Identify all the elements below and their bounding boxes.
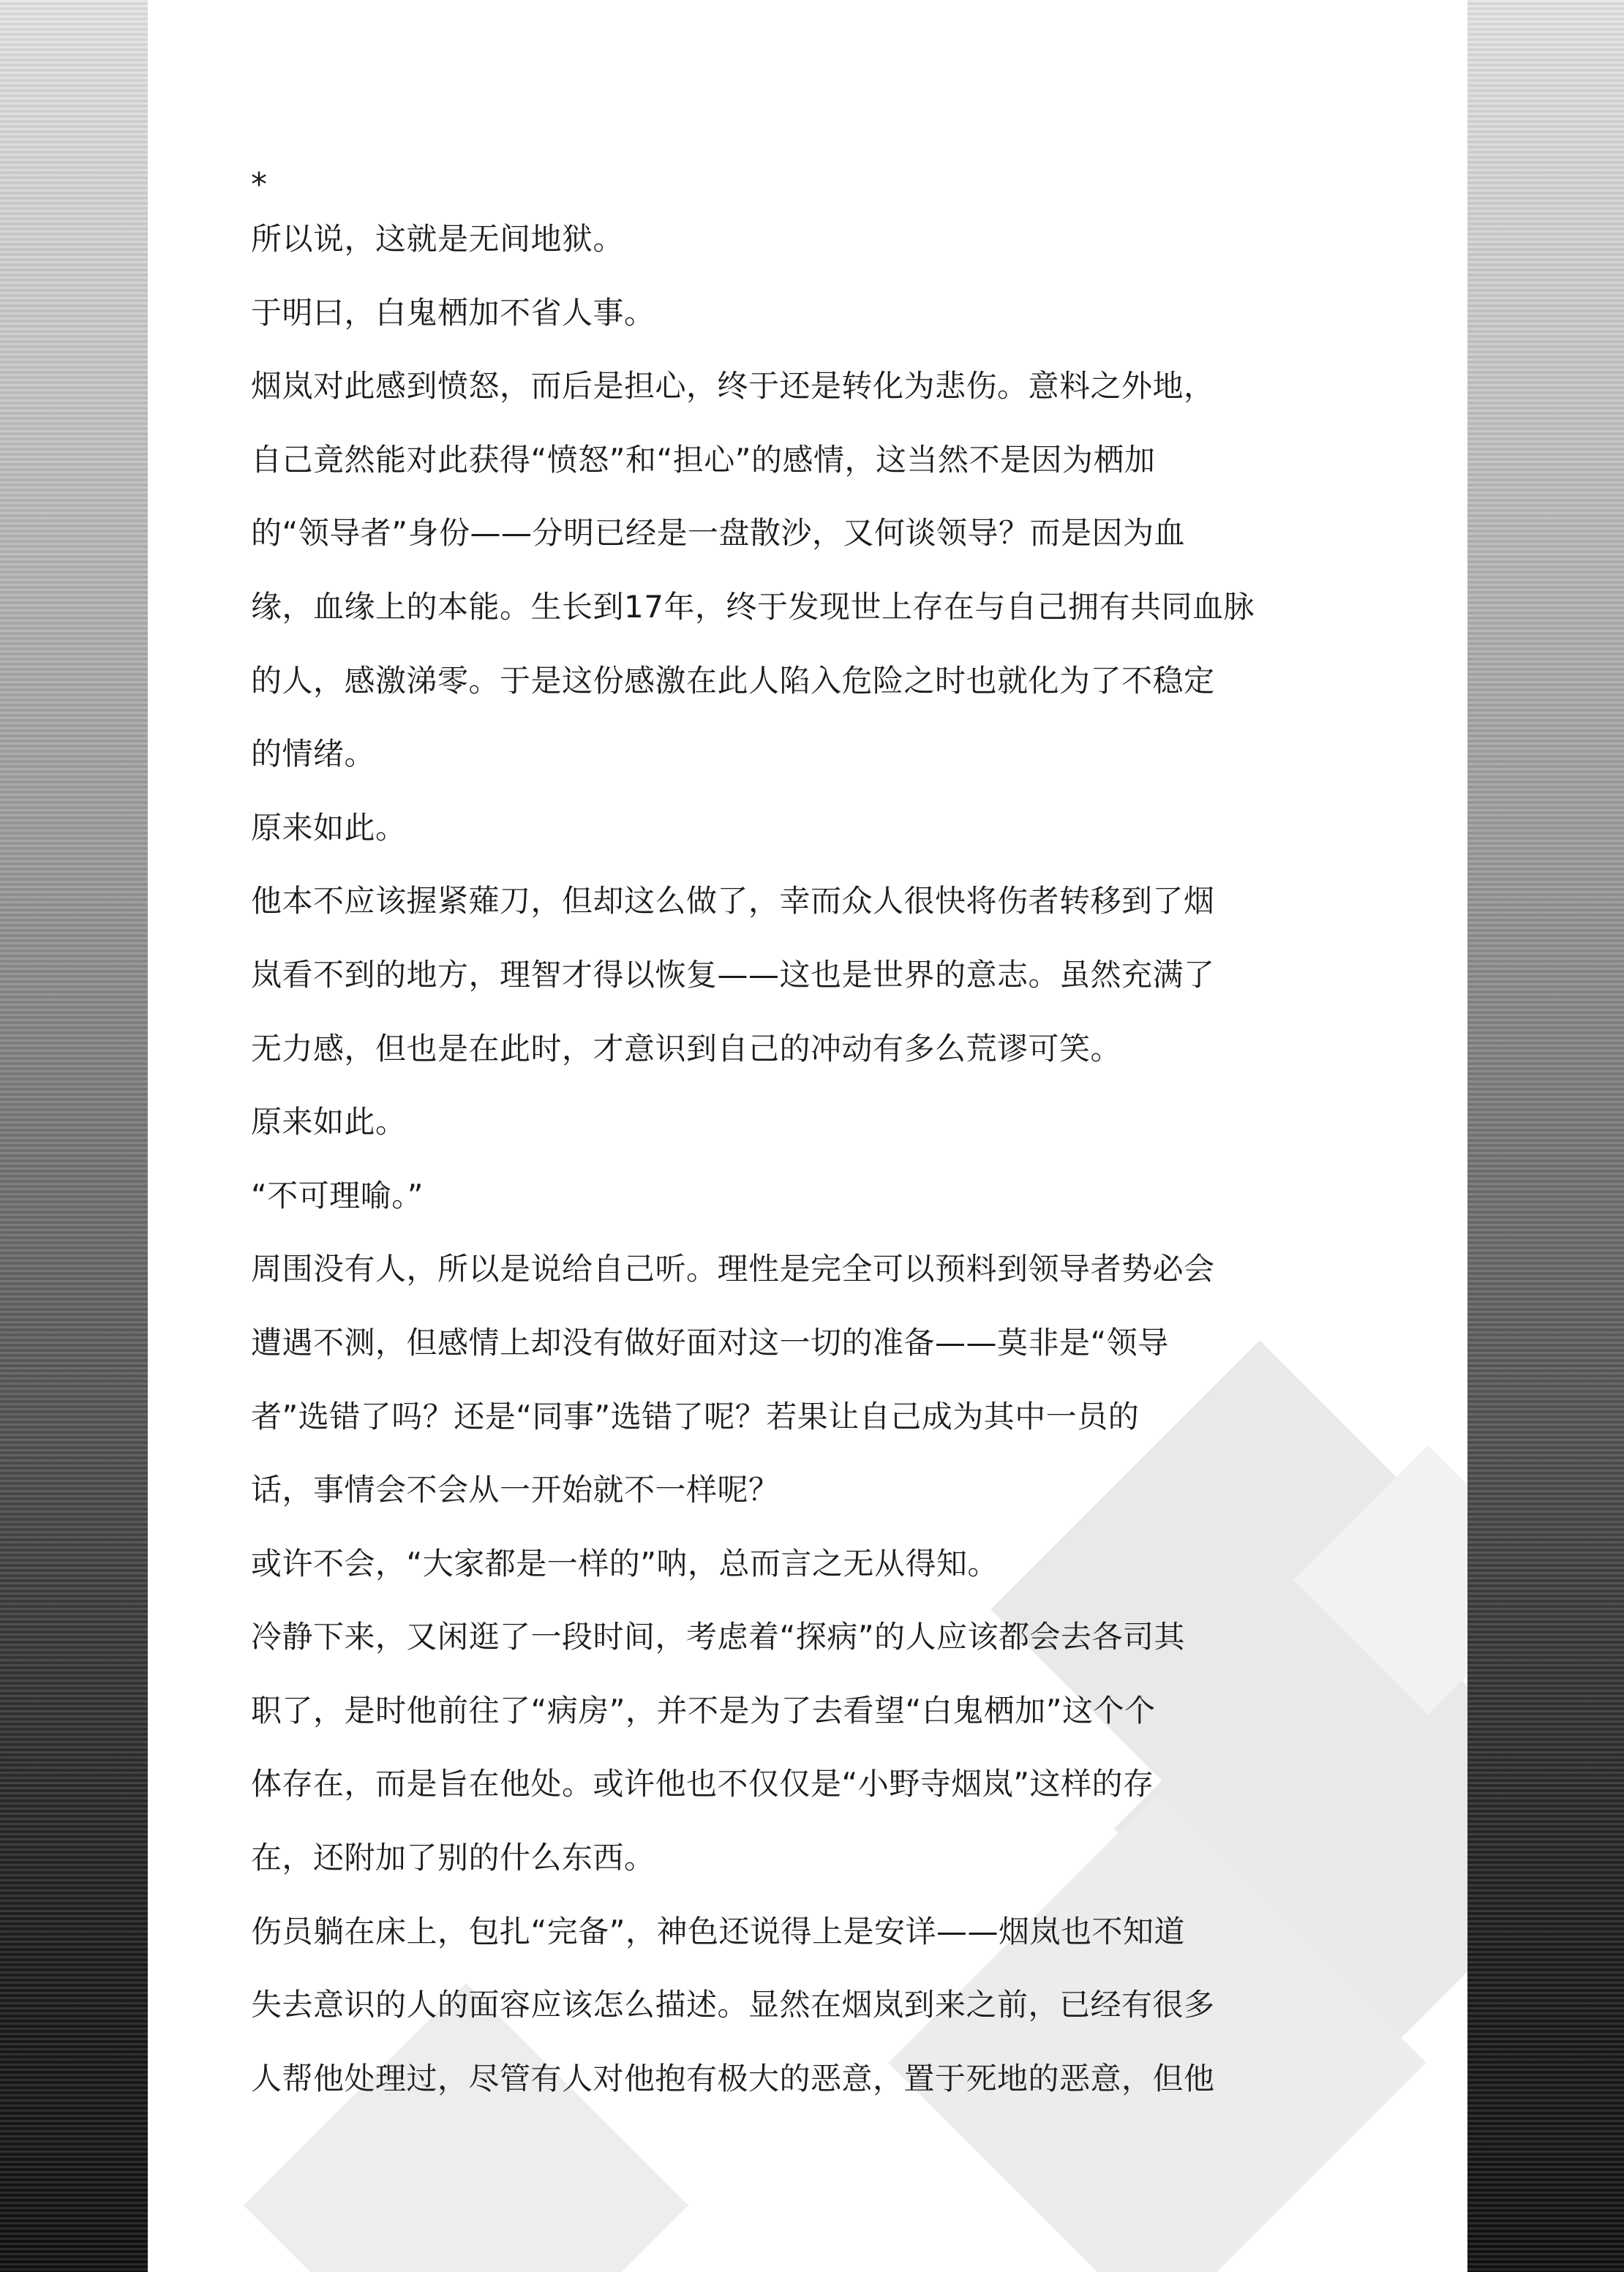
text-line: 或许不会，“大家都是一样的”呐，总而言之无从得知。	[251, 1545, 999, 1581]
text-line: 的“领导者”身份——分明已经是一盘散沙，又何谈领导？而是因为血	[251, 515, 1186, 552]
text-line: 他本不应该握紧薙刀，但却这么做了，幸而众人很快将伤者转移到了烟	[251, 883, 1215, 919]
text-line: 者”选错了吗？还是“同事”选错了呢？若果让自己成为其中一员的	[251, 1398, 1140, 1434]
text-line: 伤员躺在床上，包扎“完备”，神色还说得上是安详——烟岚也不知道	[251, 1913, 1186, 1949]
text-line: 自己竟然能对此获得“愤怒”和“担心”的感情，这当然不是因为栖加	[251, 441, 1156, 478]
text-line: 所以说，这就是无间地狱。	[251, 221, 625, 257]
text-line: 周围没有人，所以是说给自己听。理性是完全可以预料到领导者势必会	[251, 1251, 1215, 1287]
text-line: 遭遇不测，但感情上却没有做好面对这一切的准备——莫非是“领导	[251, 1324, 1169, 1361]
section-separator: *	[251, 166, 268, 203]
text-line: 的人，感激涕零。于是这份感激在此人陷入危险之时也就化为了不稳定	[251, 662, 1215, 699]
right-margin-background	[1467, 0, 1624, 2272]
text-line: “不可理喻。”	[251, 1177, 424, 1214]
text-line: 缘，血缘上的本能。生长到17年，终于发现世上存在与自己拥有共同血脉	[251, 588, 1255, 625]
text-line: 失去意识的人的面容应该怎么描述。显然在烟岚到来之前，已经有很多	[251, 1987, 1215, 2023]
text-line: 体存在，而是旨在他处。或许他也不仅仅是“小野寺烟岚”这样的存	[251, 1766, 1154, 1802]
text-line: 无力感，但也是在此时，才意识到自己的冲动有多么荒谬可笑。	[251, 1030, 1122, 1067]
text-line: 话，事情会不会从一开始就不一样呢？	[251, 1472, 780, 1508]
text-line: 岚看不到的地方，理智才得以恢复——这也是世界的意志。虽然充满了	[251, 956, 1215, 993]
text-line: 于明曰，白鬼栖加不省人事。	[251, 294, 655, 331]
text-line: 在，还附加了别的什么东西。	[251, 1840, 655, 1876]
left-margin-background	[0, 0, 148, 2272]
text-line: 冷静下来，又闲逛了一段时间，考虑着“探病”的人应该都会去各司其	[251, 1619, 1186, 1655]
text-line: 职了，是时他前往了“病房”，并不是为了去看望“白鬼栖加”这个个	[251, 1692, 1156, 1729]
text-line: 原来如此。	[251, 1104, 407, 1140]
text-line: 人帮他处理过，尽管有人对他抱有极大的恶意，置于死地的恶意，但他	[251, 2060, 1215, 2096]
text-line: 原来如此。	[251, 809, 407, 846]
text-line: 烟岚对此感到愤怒，而后是担心，终于还是转化为悲伤。意料之外地，	[251, 368, 1215, 405]
text-line: 的情绪。	[251, 736, 376, 772]
body-text	[251, 167, 1451, 2134]
